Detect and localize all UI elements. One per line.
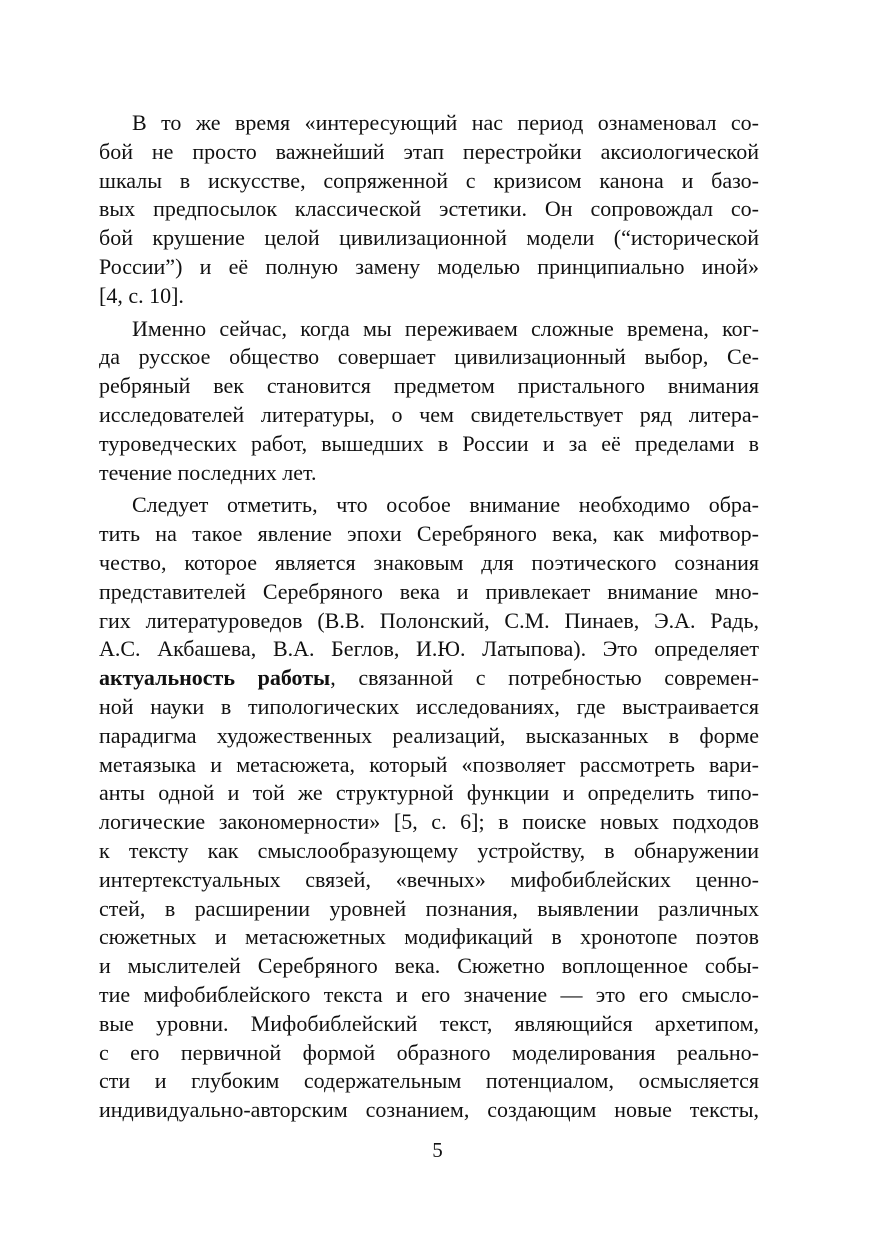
text-line: представителей Серебряного века и привлекает внимание мно- <box>99 578 759 604</box>
text-line: течение последних лет. <box>99 459 317 485</box>
text-line: индивидуально-авторским сознанием, создающим новые тексты, <box>99 1097 759 1123</box>
paragraph-3 <box>99 491 759 1125</box>
text-line: Именно сейчас, когда мы переживаем сложные времена, ког- <box>132 315 759 341</box>
emphasis-actuality: актуальность работы <box>99 665 331 691</box>
text-line: сюжетных и метасюжетных модификаций в хронотопе поэтов <box>99 924 759 950</box>
text-line: вые уровни. Мифобиблейский текст, являющийся архетипом, <box>99 1010 759 1036</box>
text-line: ной науки в типологических исследованиях, где выстраивается <box>99 693 759 719</box>
text-line: сти и глубоким содержательным потенциалом, осмысляется <box>99 1068 759 1094</box>
text-line: ребряный век становится предметом пристального внимания <box>99 373 759 399</box>
text-line: логические закономерности» [5, с. 6]; в поиске новых подходов <box>99 809 759 835</box>
text-line-rest: , связанной с потребностью современ- <box>330 665 760 691</box>
text-line: [4, с. 10]. <box>99 282 184 308</box>
text-line: стей, в расширении уровней познания, выявлении различных <box>99 895 759 921</box>
text-line: метаязыка и метасюжета, который «позволяет рассмотреть вари- <box>99 751 759 777</box>
text-line: парадигма художественных реализаций, высказанных в форме <box>99 722 759 748</box>
page-body <box>99 109 759 1125</box>
paragraph-1 <box>99 109 759 311</box>
page-number: 5 <box>432 1138 443 1162</box>
text-line: интертекстуальных связей, «вечных» мифобиблейских ценно- <box>99 866 759 892</box>
text-line: бой не просто важнейший этап перестройки аксиологической <box>99 138 759 164</box>
text-line: к тексту как смыслообразующему устройству, в обнаружении <box>99 837 759 863</box>
text-line: вых предпосылок классической эстетики. Он сопровождал со- <box>99 196 759 222</box>
paragraph-2 <box>99 315 759 488</box>
text-line: с его первичной формой образного моделирования реально- <box>99 1039 759 1065</box>
text-line: гих литературоведов (В.В. Полонский, С.М. Пинаев, Э.А. Радь, <box>99 607 759 633</box>
text-line: тие мифобиблейского текста и его значение — это его смысло- <box>99 981 759 1007</box>
text-line-with-emphasis <box>99 664 759 693</box>
text-line: да русское общество совершает цивилизационный выбор, Се- <box>99 344 759 370</box>
text-line: России”) и её полную замену моделью принципиально иной» <box>99 253 759 279</box>
text-line: и мыслителей Серебряного века. Сюжетно воплощенное собы- <box>99 953 759 979</box>
text-line: анты одной и той же структурной функции и определить типо- <box>99 780 759 806</box>
text-line: шкалы в искусстве, сопряженной с кризисом канона и базо- <box>99 167 759 193</box>
text-line: тить на такое явление эпохи Серебряного века, как мифотвор- <box>99 521 759 547</box>
text-line: исследователей литературы, о чем свидетельствует ряд литера- <box>99 401 759 427</box>
text-line: Следует отметить, что особое внимание необходимо обра- <box>132 492 759 518</box>
text-line: туроведческих работ, вышедших в России и за её пределами в <box>99 430 759 456</box>
text-line: чество, которое является знаковым для поэтического сознания <box>99 549 759 575</box>
text-line: бой крушение целой цивилизационной модели (“исторической <box>99 225 759 251</box>
text-line: А.С. Акбашева, В.А. Беглов, И.Ю. Латыпова). Это определяет <box>99 636 759 662</box>
text-line: В то же время «интересующий нас период ознаменовал со- <box>132 110 759 135</box>
